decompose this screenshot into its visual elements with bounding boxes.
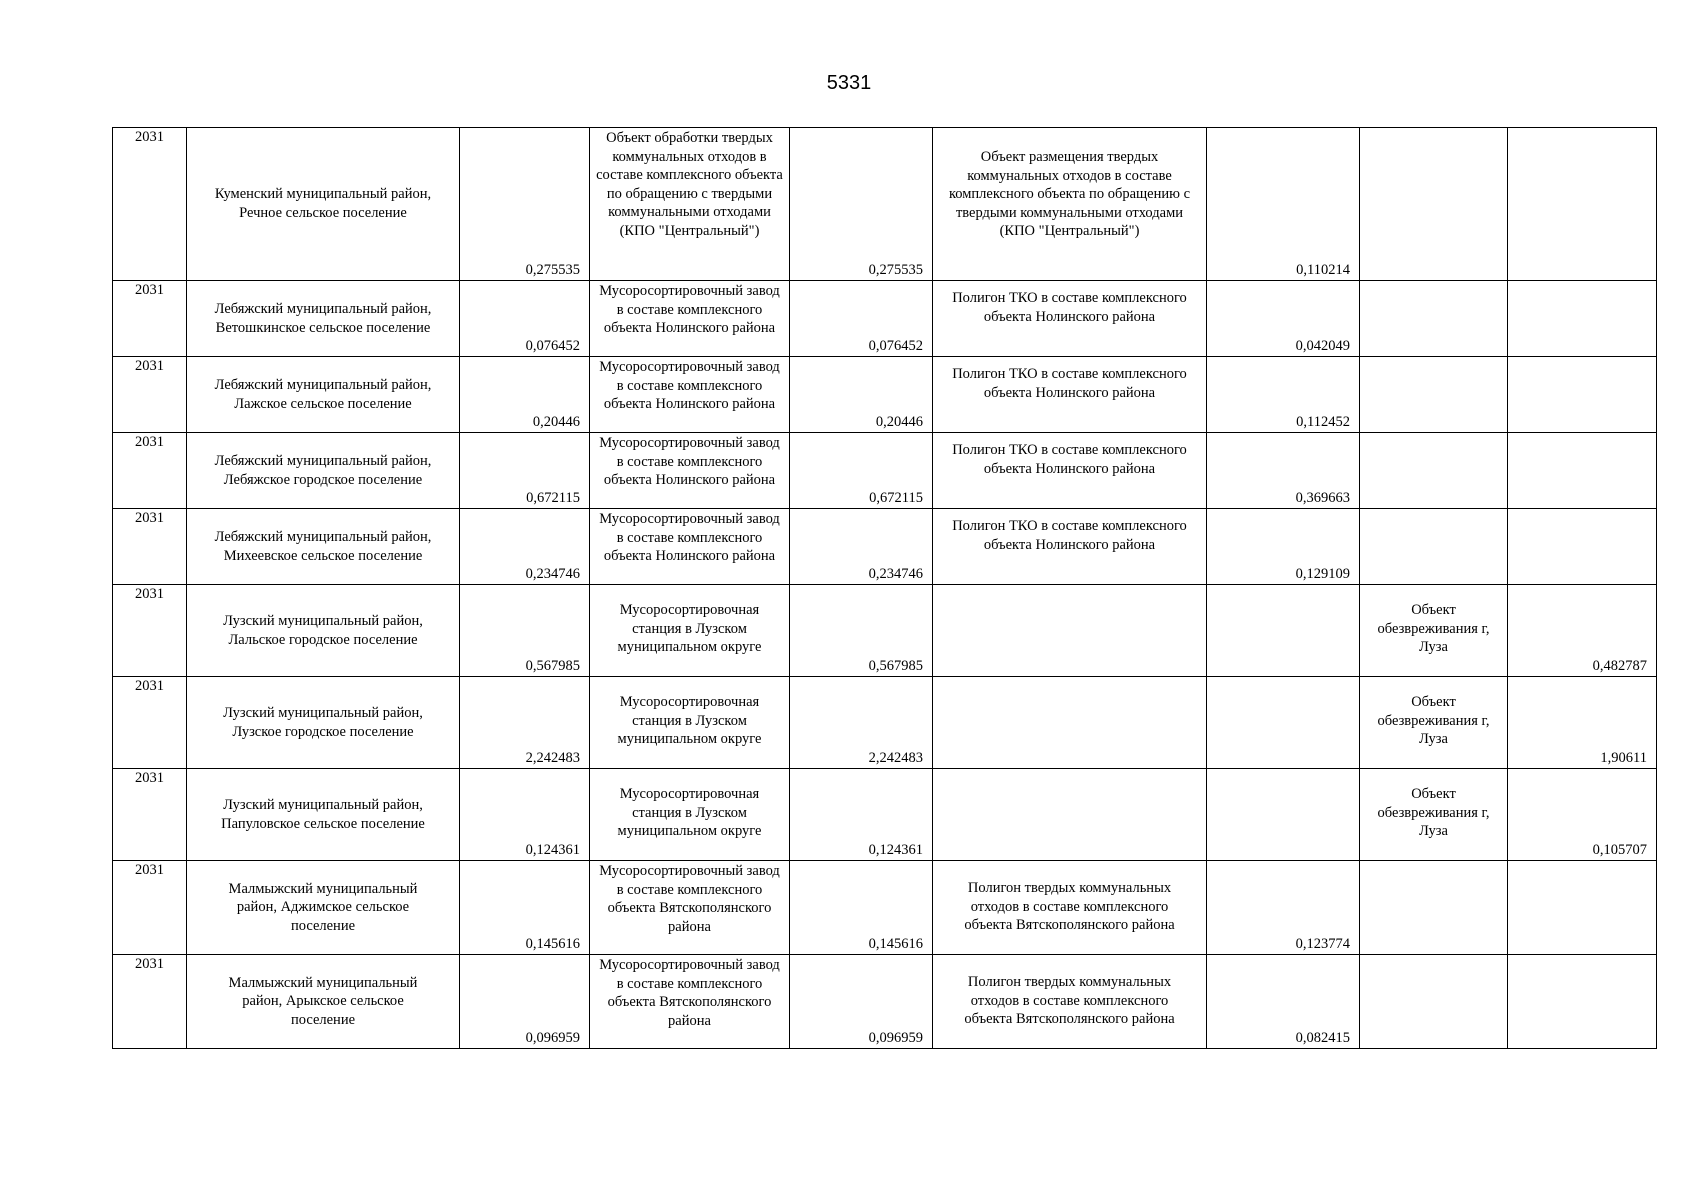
placement-volume-cell: 0,123774 [1207, 861, 1360, 955]
neutralization-object-cell [1360, 128, 1508, 281]
table-row [113, 861, 1657, 955]
table-row [113, 769, 1657, 861]
neutralization-volume-cell: 0,105707 [1508, 769, 1657, 861]
placement-volume-cell: 0,082415 [1207, 955, 1360, 1049]
year-cell: 2031 [113, 769, 187, 861]
neutralization-object-cell [1360, 281, 1508, 357]
placement-object-cell: Полигон твердых коммунальных отходов в составе комплексного объекта Вятскополянского района [933, 861, 1207, 955]
volume-cell: 0,275535 [460, 128, 590, 281]
table-row [113, 585, 1657, 677]
table-row [113, 677, 1657, 769]
placement-object-cell: Полигон ТКО в составе комплексного объекта Нолинского района [933, 509, 1207, 585]
neutralization-volume-cell [1508, 281, 1657, 357]
table-row [113, 433, 1657, 509]
neutralization-volume-cell [1508, 357, 1657, 433]
neutralization-object-cell [1360, 357, 1508, 433]
processing-volume-cell: 0,672115 [790, 433, 933, 509]
placement-volume-cell: 0,129109 [1207, 509, 1360, 585]
municipality-cell: Лузский муниципальный район, Лузское городское поселение [187, 677, 460, 769]
year-cell: 2031 [113, 677, 187, 769]
processing-object-cell: Мусоросортировочная станция в Лузском муниципальном округе [590, 769, 790, 861]
municipality-cell: Лебяжский муниципальный район, Лебяжское городское поселение [187, 433, 460, 509]
table-row [113, 955, 1657, 1049]
municipality-cell: Лузский муниципальный район, Лальское городское поселение [187, 585, 460, 677]
volume-cell: 2,242483 [460, 677, 590, 769]
processing-volume-cell: 0,20446 [790, 357, 933, 433]
municipality-cell: Куменский муниципальный район, Речное сельское поселение [187, 128, 460, 281]
page-number: 5331 [826, 72, 872, 94]
table-row [113, 509, 1657, 585]
year-cell: 2031 [113, 585, 187, 677]
neutralization-volume-cell: 0,482787 [1508, 585, 1657, 677]
neutralization-object-cell: Объект обезвреживания г, Луза [1360, 585, 1508, 677]
processing-volume-cell: 0,567985 [790, 585, 933, 677]
processing-object-cell: Мусоросортировочная станция в Лузском муниципальном округе [590, 585, 790, 677]
placement-object-cell [933, 677, 1207, 769]
year-cell: 2031 [113, 281, 187, 357]
placement-volume-cell: 0,112452 [1207, 357, 1360, 433]
municipality-cell: Малмыжский муниципальный район, Аджимское сельское поселение [187, 861, 460, 955]
neutralization-object-cell [1360, 955, 1508, 1049]
year-cell: 2031 [113, 128, 187, 281]
table-row [113, 281, 1657, 357]
processing-object-cell: Объект обработки твердых коммунальных отходов в составе комплексного объекта по обращению с твердыми коммунальными отходами (КПО "Центральный") [590, 128, 790, 281]
year-cell: 2031 [113, 433, 187, 509]
volume-cell: 0,20446 [460, 357, 590, 433]
neutralization-volume-cell [1508, 861, 1657, 955]
processing-volume-cell: 0,145616 [790, 861, 933, 955]
year-cell: 2031 [113, 861, 187, 955]
neutralization-object-cell [1360, 861, 1508, 955]
table-row [113, 357, 1657, 433]
year-cell: 2031 [113, 955, 187, 1049]
municipality-cell: Малмыжский муниципальный район, Арыкское сельское поселение [187, 955, 460, 1049]
volume-cell: 0,567985 [460, 585, 590, 677]
volume-cell: 0,124361 [460, 769, 590, 861]
volume-cell: 0,145616 [460, 861, 590, 955]
table-row [113, 128, 1657, 281]
neutralization-volume-cell [1508, 955, 1657, 1049]
processing-object-cell: Мусоросортировочный завод в составе комплексного объекта Вятскополянского района [590, 955, 790, 1049]
neutralization-object-cell: Объект обезвреживания г, Луза [1360, 677, 1508, 769]
placement-volume-cell: 0,110214 [1207, 128, 1360, 281]
placement-object-cell: Объект размещения твердых коммунальных отходов в составе комплексного объекта по обращению с твердыми коммунальными отходами (КПО "Центральный") [933, 128, 1207, 281]
processing-volume-cell: 0,124361 [790, 769, 933, 861]
processing-volume-cell: 0,275535 [790, 128, 933, 281]
processing-volume-cell: 0,096959 [790, 955, 933, 1049]
neutralization-object-cell [1360, 433, 1508, 509]
volume-cell: 0,076452 [460, 281, 590, 357]
municipality-cell: Лебяжский муниципальный район, Михеевское сельское поселение [187, 509, 460, 585]
processing-volume-cell: 2,242483 [790, 677, 933, 769]
waste-flow-table [112, 127, 1657, 1049]
processing-object-cell: Мусоросортировочный завод в составе комплексного объекта Нолинского района [590, 281, 790, 357]
placement-volume-cell: 0,042049 [1207, 281, 1360, 357]
placement-object-cell [933, 769, 1207, 861]
processing-object-cell: Мусоросортировочный завод в составе комплексного объекта Нолинского района [590, 433, 790, 509]
processing-volume-cell: 0,076452 [790, 281, 933, 357]
volume-cell: 0,234746 [460, 509, 590, 585]
placement-volume-cell: 0,369663 [1207, 433, 1360, 509]
processing-object-cell: Мусоросортировочная станция в Лузском муниципальном округе [590, 677, 790, 769]
placement-volume-cell [1207, 585, 1360, 677]
municipality-cell: Лебяжский муниципальный район, Ветошкинское сельское поселение [187, 281, 460, 357]
neutralization-object-cell: Объект обезвреживания г, Луза [1360, 769, 1508, 861]
placement-object-cell: Полигон твердых коммунальных отходов в составе комплексного объекта Вятскополянского района [933, 955, 1207, 1049]
year-cell: 2031 [113, 509, 187, 585]
volume-cell: 0,672115 [460, 433, 590, 509]
placement-object-cell: Полигон ТКО в составе комплексного объекта Нолинского района [933, 433, 1207, 509]
processing-object-cell: Мусоросортировочный завод в составе комплексного объекта Вятскополянского района [590, 861, 790, 955]
placement-object-cell: Полигон ТКО в составе комплексного объекта Нолинского района [933, 281, 1207, 357]
municipality-cell: Лебяжский муниципальный район, Лажское сельское поселение [187, 357, 460, 433]
processing-volume-cell: 0,234746 [790, 509, 933, 585]
processing-object-cell: Мусоросортировочный завод в составе комплексного объекта Нолинского района [590, 357, 790, 433]
volume-cell: 0,096959 [460, 955, 590, 1049]
placement-volume-cell [1207, 677, 1360, 769]
placement-object-cell: Полигон ТКО в составе комплексного объекта Нолинского района [933, 357, 1207, 433]
neutralization-volume-cell [1508, 433, 1657, 509]
neutralization-volume-cell [1508, 128, 1657, 281]
placement-object-cell [933, 585, 1207, 677]
neutralization-volume-cell [1508, 509, 1657, 585]
neutralization-volume-cell: 1,90611 [1508, 677, 1657, 769]
table-body [113, 128, 1657, 1049]
neutralization-object-cell [1360, 509, 1508, 585]
year-cell: 2031 [113, 357, 187, 433]
municipality-cell: Лузский муниципальный район, Папуловское сельское поселение [187, 769, 460, 861]
placement-volume-cell [1207, 769, 1360, 861]
processing-object-cell: Мусоросортировочный завод в составе комплексного объекта Нолинского района [590, 509, 790, 585]
